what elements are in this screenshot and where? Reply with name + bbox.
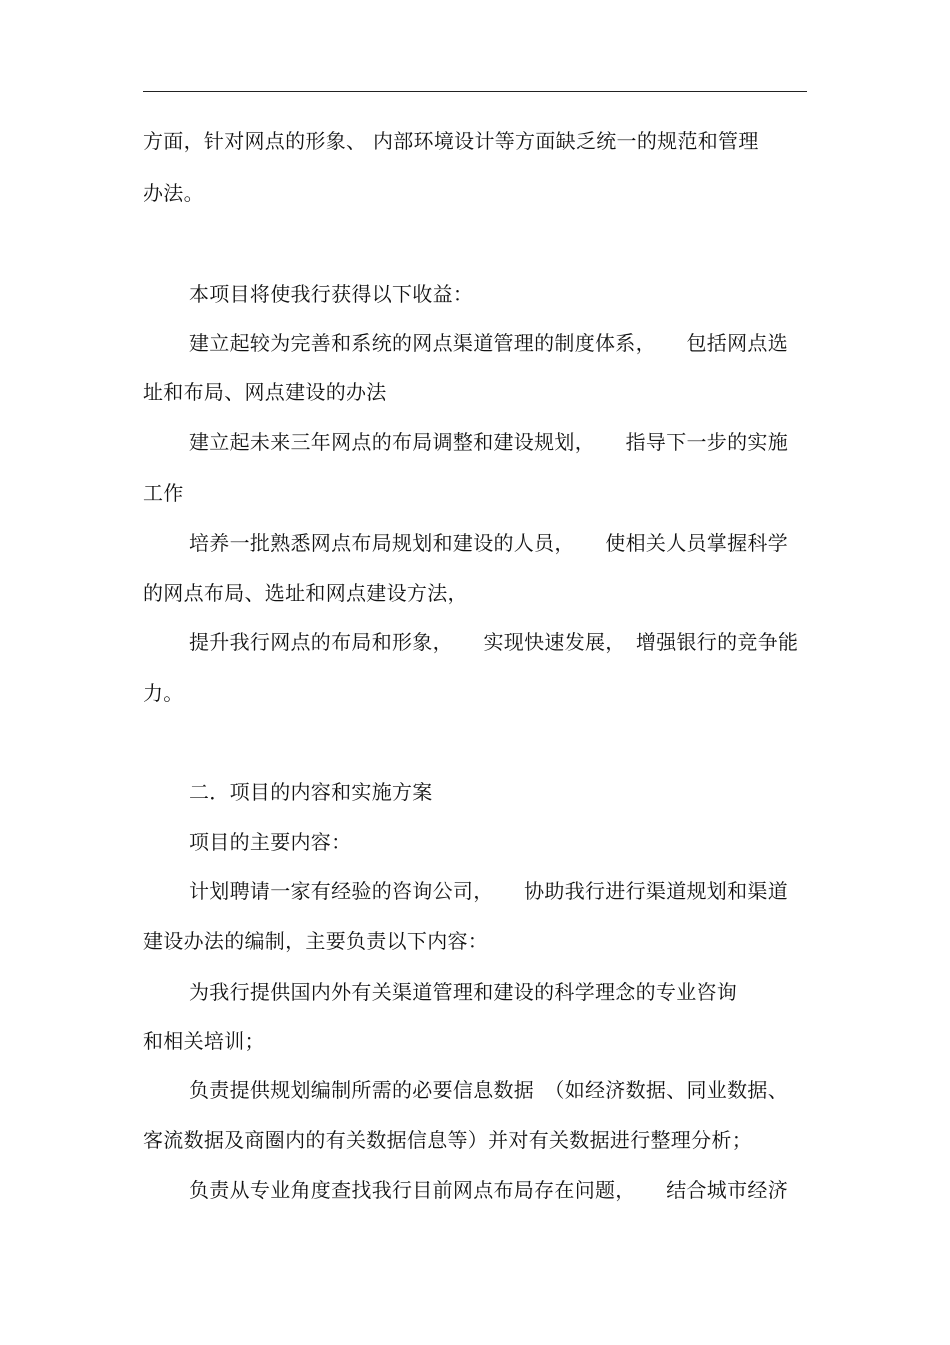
paragraph-line: 办法。 — [143, 181, 204, 205]
paragraph-line: 为我行提供国内外有关渠道管理和建设的科学理念的专业咨询 — [189, 980, 738, 1004]
section-heading: 二．项目的内容和实施方案 — [189, 780, 433, 804]
paragraph-line: 工作 — [143, 481, 184, 505]
paragraph-line: 项目的主要内容： — [189, 830, 352, 854]
paragraph-line: 方面，针对网点的形象、 内部环境设计等方面缺乏统一的规范和管理 — [143, 129, 759, 153]
paragraph-line: 址和布局、网点建设的办法 — [143, 380, 387, 404]
paragraph-line: 建立起较为完善和系统的网点渠道管理的制度体系， 包括网点选 — [189, 331, 788, 355]
paragraph-line: 本项目将使我行获得以下收益： — [189, 282, 474, 306]
paragraph-line: 建立起未来三年网点的布局调整和建设规划， 指导下一步的实施 — [189, 430, 788, 454]
paragraph-line: 提升我行网点的布局和形象， 实现快速发展， 增强银行的竞争能 — [189, 630, 799, 654]
paragraph-line: 计划聘请一家有经验的咨询公司， 协助我行进行渠道规划和渠道 — [189, 879, 788, 903]
paragraph-line: 建设办法的编制，主要负责以下内容： — [143, 929, 489, 953]
header-rule — [143, 91, 807, 92]
paragraph-line: 客流数据及商圈内的有关数据信息等）并对有关数据进行整理分析； — [143, 1128, 752, 1152]
paragraph-line: 和相关培训； — [143, 1029, 265, 1053]
paragraph-line: 负责从专业角度查找我行目前网点布局存在问题， 结合城市经济 — [189, 1178, 788, 1202]
paragraph-line: 的网点布局、选址和网点建设方法， — [143, 581, 468, 605]
paragraph-line: 负责提供规划编制所需的必要信息数据 （如经济数据、同业数据、 — [189, 1078, 788, 1102]
paragraph-line: 力。 — [143, 681, 184, 705]
paragraph-line: 培养一批熟悉网点布局规划和建设的人员， 使相关人员掌握科学 — [189, 531, 788, 555]
